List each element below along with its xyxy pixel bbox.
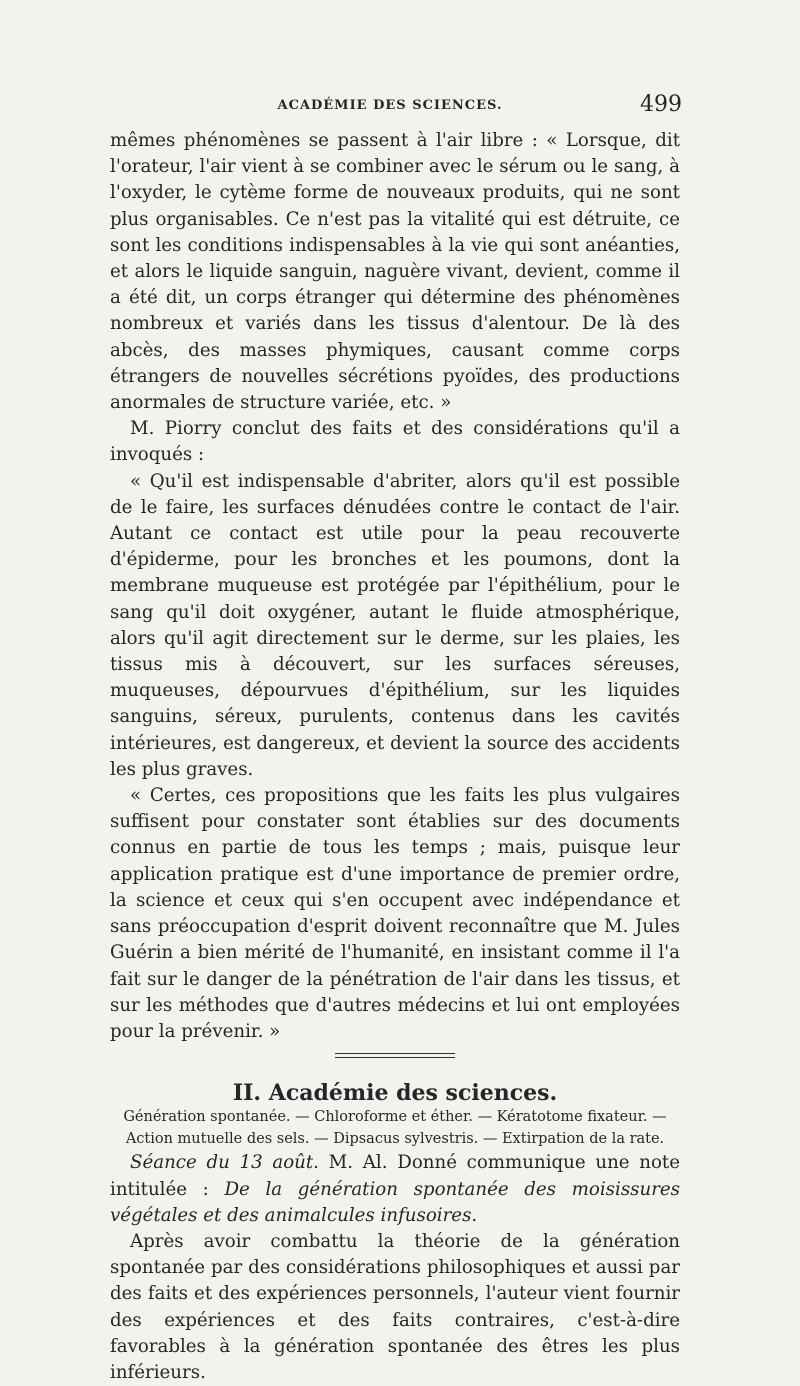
paragraph-piorry-conclusion: M. Piorry conclut des faits et des considérations qu'il a invoqués : bbox=[110, 418, 680, 466]
paragraph-quote-1: « Qu'il est indispensable d'abriter, alors qu'il est possible de le faire, les surfaces dénudées contre le contact de l'air. Autant ce contact est utile pour la peau recouverte d'épiderme, pour les bronches et les poumons, dont la membrane muqueuse est protégée par l'épithélium, pour le sang qu'il doit oxygéner, autant le fluide atmosphérique, alors qu'il agit directement sur le derme, sur les plaies, les tissus mis à découvert, sur les surfaces séreuses, muqueuses, dépourvues d'épithélium, sur les liquides sanguins, séreux, purulents, contenus dans les cavités intérieures, est dangereux, et devient la source des accidents les plus graves. bbox=[110, 470, 680, 780]
session-date: Séance du 13 août. bbox=[130, 1152, 319, 1174]
page-header bbox=[100, 92, 680, 116]
summary-line-1: Génération spontanée. — Chloroforme et éther. — Kératotome fixateur. — bbox=[123, 1109, 667, 1126]
session-intro: M. Al. Donné communique une note intitulée : bbox=[110, 1152, 681, 1200]
section-heading: II. Académie des sciences. bbox=[232, 1080, 558, 1107]
section-summary bbox=[110, 1106, 680, 1150]
page-body bbox=[110, 128, 680, 1386]
note-title: De la génération spontanée des moisissures végétales et des animalcules infusoires. bbox=[110, 1178, 680, 1226]
section-divider bbox=[335, 1053, 455, 1058]
running-head: ACADÉMIE DES SCIENCES. bbox=[277, 98, 503, 113]
closing-paragraph: Après avoir combattu la théorie de la génération spontanée par des considérations philosophiques et aussi par des faits et des expériences personnels, l'auteur vient fournir des expériences et des faits contraires, c'est-à-dire favorables à la génération spontanée des êtres les plus inférieurs. bbox=[110, 1230, 680, 1383]
session-paragraph bbox=[110, 1150, 680, 1229]
summary-line-2: Action mutuelle des sels. — Dipsacus sylvestris. — Extirpation de la rate. bbox=[125, 1131, 665, 1148]
paragraph-quote-2: « Certes, ces propositions que les faits les plus vulgaires suffisent pour constater sont établies sur des documents connus en partie de tous les temps ; mais, puisque leur application pratique est d'une importance de premier ordre, la science et ceux qui s'en occupent avec indépendance et sans préoccupation d'esprit doivent reconnaître que M. Jules Guérin a bien mérité de l'humanité, en insistant comme il l'a fait sur le danger de la pénétration de l'air dans les tissus, et sur les méthodes que d'autres médecins et lui ont employées pour la prévenir. » bbox=[110, 785, 680, 1042]
paragraph-continuation: mêmes phénomènes se passent à l'air libre : « Lorsque, dit l'orateur, l'air vient à se combiner avec le sérum ou le sang, à l'oxyder, le cytème forme de nouveaux produits, qui ne sont plus organisables. Ce n'est pas la vitalité qui est détruite, ce sont les conditions indispensables à la vie qui sont anéanties, et alors le liquide sanguin, naguère vivant, devient, comme il a été dit, un corps étranger qui détermine des phénomènes nombreux et variés dans les tissus d'alentour. De là des abcès, des masses phymiques, causant comme corps étrangers de nouvelles sécrétions pyoïdes, des productions anormales de structure variée, etc. » bbox=[110, 130, 680, 414]
page-number: 499 bbox=[640, 92, 682, 117]
